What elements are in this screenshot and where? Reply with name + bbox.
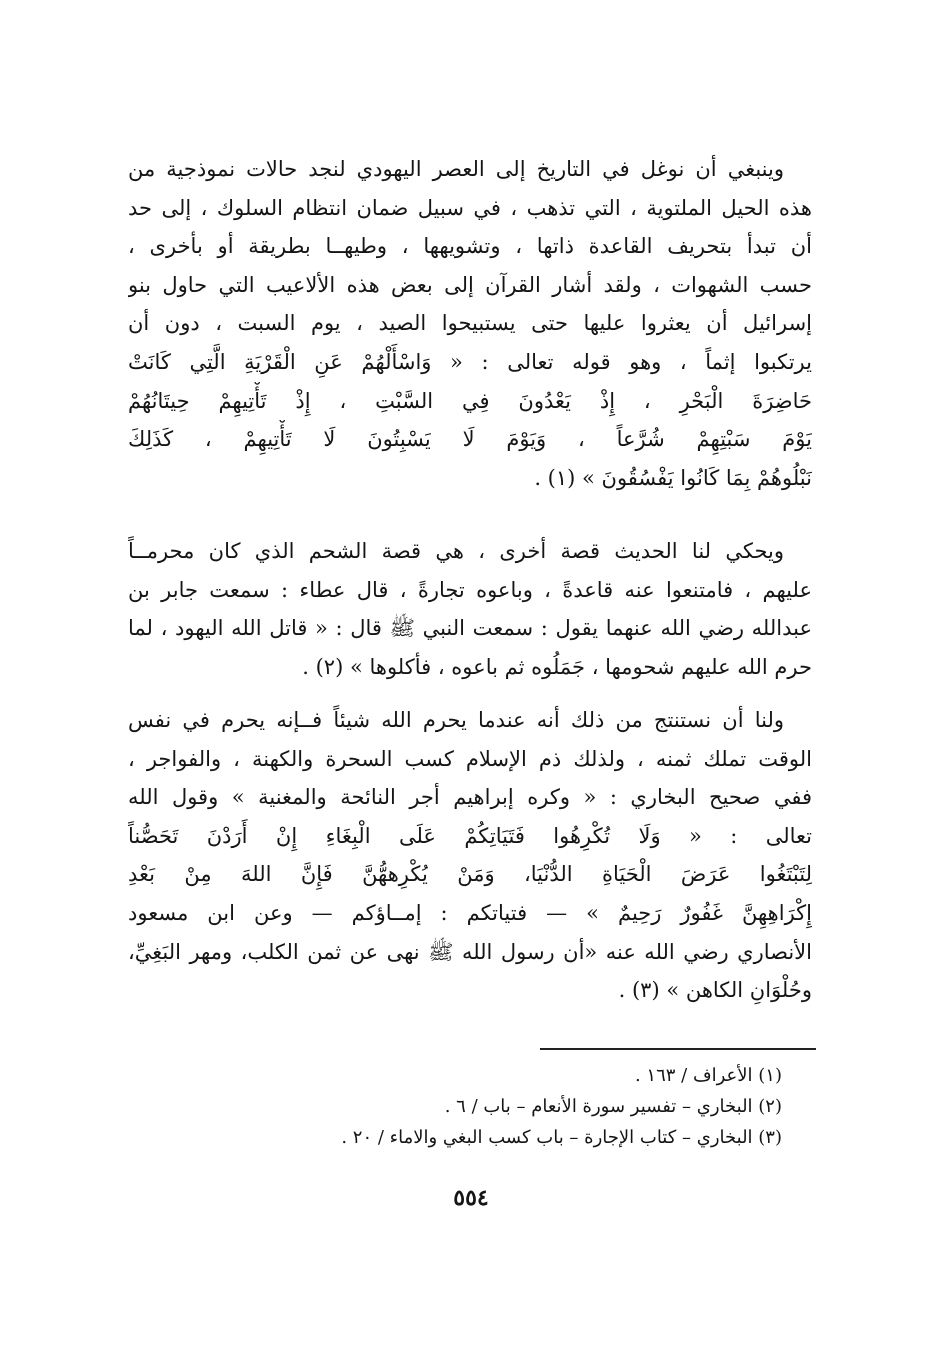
quran-line: تعالى : « وَلَا تُكْرِهُوا فَتَيَاتِكُمْ عَلَى الْبِغَاءِ إِنْ أَرَدْنَ تَحَصُّناً	[128, 823, 812, 848]
footnote-2: (٢) البخاري – تفسير سورة الأنعام – باب / ٦ .	[444, 1096, 782, 1117]
page-number: ٥٥٤	[453, 1185, 489, 1211]
text-line: ففي صحيح البخاري : « وكره إبراهيم أجر النائحة والمغنية » وقول الله	[128, 785, 812, 810]
quran-line: إِكْرَاهِهِنَّ غَفُورٌ رَحِيمٌ » — فتياتكم : إمــاؤكم — وعن ابن مسعود	[128, 900, 812, 925]
paragraph-3	[128, 701, 812, 1010]
quran-line: يَوْمَ سَبْتِهِمْ شُرَّعاً ، وَيَوْمَ لَا يَسْبِتُونَ لَا تَأْتِيهِمْ ، كَذَلِكَ	[128, 427, 812, 452]
footnote-1: (١) الأعراف / ١٦٣ .	[634, 1065, 782, 1086]
text-line: هذه الحيل الملتوية ، التي تذهب ، في سبيل ضمان انتظام السلوك ، إلى حد	[128, 195, 812, 220]
text-line: عليهم ، فامتنعوا عنه قاعدةً ، وباعوه تجارةً ، قال عطاء : سمعت جابر بن	[128, 577, 812, 602]
text-line: إسرائيل أن يعثروا عليها حتى يستبيحوا الصيد ، يوم السبت ، دون أن	[128, 311, 812, 336]
text-line: الأنصاري رضي الله عنه «أن رسول الله ﷺ نهى عن ثمن الكلب، ومهر البَغِيِّ،	[128, 939, 812, 964]
footnote-divider	[540, 1048, 816, 1050]
quran-line: يرتكبوا إثماً ، وهو قوله تعالى : « وَاسْأَلْهُمْ عَنِ الْقَرْيَةِ الَّتِي كَانَتْ	[128, 349, 812, 374]
text-line: ويحكي لنا الحديث قصة أخرى ، هي قصة الشحم الذي كان محرمــاً	[128, 539, 784, 563]
footnotes	[142, 1060, 782, 1153]
text-line: الوقت تملك ثمنه ، ولذلك ذم الإسلام كسب السحرة والكهنة ، والفواجر ،	[128, 746, 812, 771]
text-line: عبدالله رضي الله عنهما يقول : سمعت النبي ﷺ قال : « قاتل الله اليهود ، لما	[128, 616, 812, 641]
quran-line: نَبْلُوهُمْ بِمَا كَانُوا يَفْسُقُونَ » (١) .	[534, 465, 812, 490]
paragraph-1	[128, 150, 812, 497]
text-line: حرم الله عليهم شحومها ، جَمَلُوه ثم باعوه ، فأكلوها » (٢) .	[302, 654, 812, 679]
footnote-3: (٣) البخاري – كتاب الإجارة – باب كسب البغي والاماء / ٢٠ .	[341, 1127, 782, 1148]
text-line: ولنا أن نستنتج من ذلك أنه عندما يحرم الله شيئاً فــإنه يحرم في نفس	[128, 708, 784, 732]
text-line: وينبغي أن نوغل في التاريخ إلى العصر اليهودي لنجد حالات نموذجية من	[128, 157, 784, 181]
text-line: حسب الشهوات ، ولقد أشار القرآن إلى بعض هذه الألاعيب التي حاول بنو	[128, 272, 812, 297]
text-line: وحُلْوَانِ الكاهن » (٣) .	[618, 978, 812, 1003]
text-line: أن تبدأ بتحريف القاعدة ذاتها ، وتشويهها ، وطيهــا بطريقة أو بأخرى ،	[128, 234, 812, 259]
quran-line: لِتَبْتَغُوا عَرَضَ الْحَيَاةِ الدُّنْيَا، وَمَنْ يُكْرِههُّنَّ فَإِنَّ اللهَ مِنْ بَعْدِ	[128, 862, 812, 887]
paragraph-2	[128, 532, 812, 686]
quran-line: حَاضِرَةَ الْبَحْرِ ، إِذْ يَعْدُونَ فِي السَّبْتِ ، إِذْ تَأْتِيهِمْ حِيتَانُهُمْ	[128, 388, 812, 413]
